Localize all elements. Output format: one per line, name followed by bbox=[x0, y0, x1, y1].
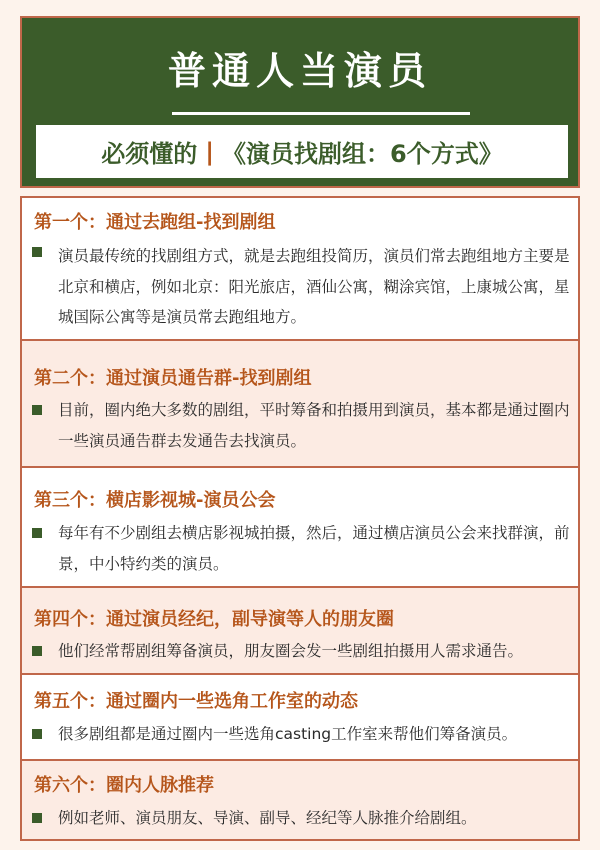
section-title: 第一个：通过去跑组-找到剧组 bbox=[34, 212, 276, 233]
section-body: 很多剧组都是通过圈内一些选角casting工作室来帮他们筹备演员。 bbox=[58, 725, 518, 743]
subtitle-main: 《演员找剧组：6个方式》 bbox=[222, 140, 503, 168]
section-3 bbox=[20, 468, 580, 588]
section-4 bbox=[20, 588, 580, 675]
subtitle-box bbox=[36, 125, 568, 178]
bullet-square-icon bbox=[32, 528, 42, 538]
section-title: 第六个：圈内人脉推荐 bbox=[34, 775, 214, 796]
page-title: 普通人当演员 bbox=[167, 49, 432, 93]
section-body: 每年有不少剧组去横店影视城拍摄，然后，通过横店演员公会来找群演，前景，中小特约类的演员。 bbox=[58, 524, 570, 573]
section-body: 例如老师、演员朋友、导演、副导、经纪等人脉推介给剧组。 bbox=[58, 809, 477, 827]
subtitle-prefix: 必须懂的 bbox=[101, 140, 198, 168]
title-underline bbox=[172, 112, 470, 115]
bullet-square-icon bbox=[32, 247, 42, 257]
section-body: 演员最传统的找剧组方式，就是去跑组投简历，演员们常去跑组地方主要是北京和横店，例如北京：阳光旅店，酒仙公寓，糊涂宾馆，上康城公寓，星城国际公寓等是演员常去跑组地方。 bbox=[58, 247, 570, 326]
section-1 bbox=[20, 196, 580, 341]
section-title: 第二个：通过演员通告群-找到剧组 bbox=[34, 368, 312, 389]
bullet-square-icon bbox=[32, 646, 42, 656]
section-title: 第五个：通过圈内一些选角工作室的动态 bbox=[34, 691, 358, 712]
section-body: 目前，圈内绝大多数的剧组，平时筹备和拍摄用到演员，基本都是通过圈内一些演员通告群去发通告去找演员。 bbox=[58, 401, 570, 450]
section-title: 第四个：通过演员经纪，副导演等人的朋友圈 bbox=[34, 609, 394, 630]
section-5 bbox=[20, 675, 580, 761]
section-6 bbox=[20, 761, 580, 841]
bullet-square-icon bbox=[32, 729, 42, 739]
header-banner bbox=[20, 16, 580, 188]
section-title: 第三个：横店影视城-演员公会 bbox=[34, 490, 276, 511]
section-body: 他们经常帮剧组筹备演员，朋友圈会发一些剧组拍摄用人需求通告。 bbox=[58, 642, 524, 660]
bullet-square-icon bbox=[32, 813, 42, 823]
bullet-square-icon bbox=[32, 405, 42, 415]
section-2 bbox=[20, 341, 580, 468]
subtitle-separator: | bbox=[205, 137, 215, 166]
